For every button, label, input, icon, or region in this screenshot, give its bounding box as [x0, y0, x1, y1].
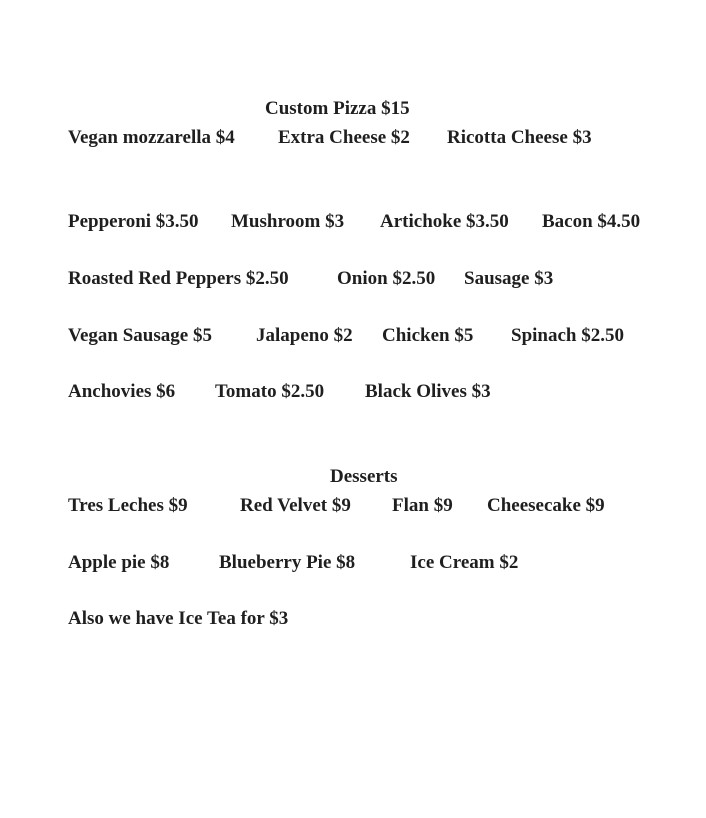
menu-item: Anchovies $6 — [68, 381, 176, 402]
menu-item: Mushroom $3 — [231, 211, 345, 232]
menu-item: Flan $9 — [392, 495, 453, 516]
menu-item: Apple pie $8 — [68, 552, 170, 573]
desserts-heading: Desserts — [330, 466, 398, 487]
menu-item: Extra Cheese $2 — [278, 127, 410, 148]
menu-item: Cheesecake $9 — [487, 495, 605, 516]
menu-item: Ice Cream $2 — [410, 552, 519, 573]
ice-tea-note: Also we have Ice Tea for $3 — [68, 608, 289, 629]
menu-item: Chicken $5 — [382, 325, 474, 346]
menu-item: Tres Leches $9 — [68, 495, 188, 516]
menu-item: Vegan Sausage $5 — [68, 325, 212, 346]
menu-item: Blueberry Pie $8 — [219, 552, 356, 573]
menu-item: Sausage $3 — [464, 268, 554, 289]
menu-item: Vegan mozzarella $4 — [68, 127, 235, 148]
menu-item: Onion $2.50 — [337, 268, 436, 289]
menu-item: Black Olives $3 — [365, 381, 491, 402]
menu-item: Roasted Red Peppers $2.50 — [68, 268, 289, 289]
menu-item: Spinach $2.50 — [511, 325, 624, 346]
menu-item: Tomato $2.50 — [215, 381, 325, 402]
menu-item: Ricotta Cheese $3 — [447, 127, 592, 148]
menu-item: Pepperoni $3.50 — [68, 211, 199, 232]
menu-item: Jalapeno $2 — [256, 325, 353, 346]
custom-pizza-heading: Custom Pizza $15 — [265, 98, 410, 119]
menu-item: Red Velvet $9 — [240, 495, 351, 516]
menu-item: Artichoke $3.50 — [380, 211, 509, 232]
menu-item: Bacon $4.50 — [542, 211, 641, 232]
